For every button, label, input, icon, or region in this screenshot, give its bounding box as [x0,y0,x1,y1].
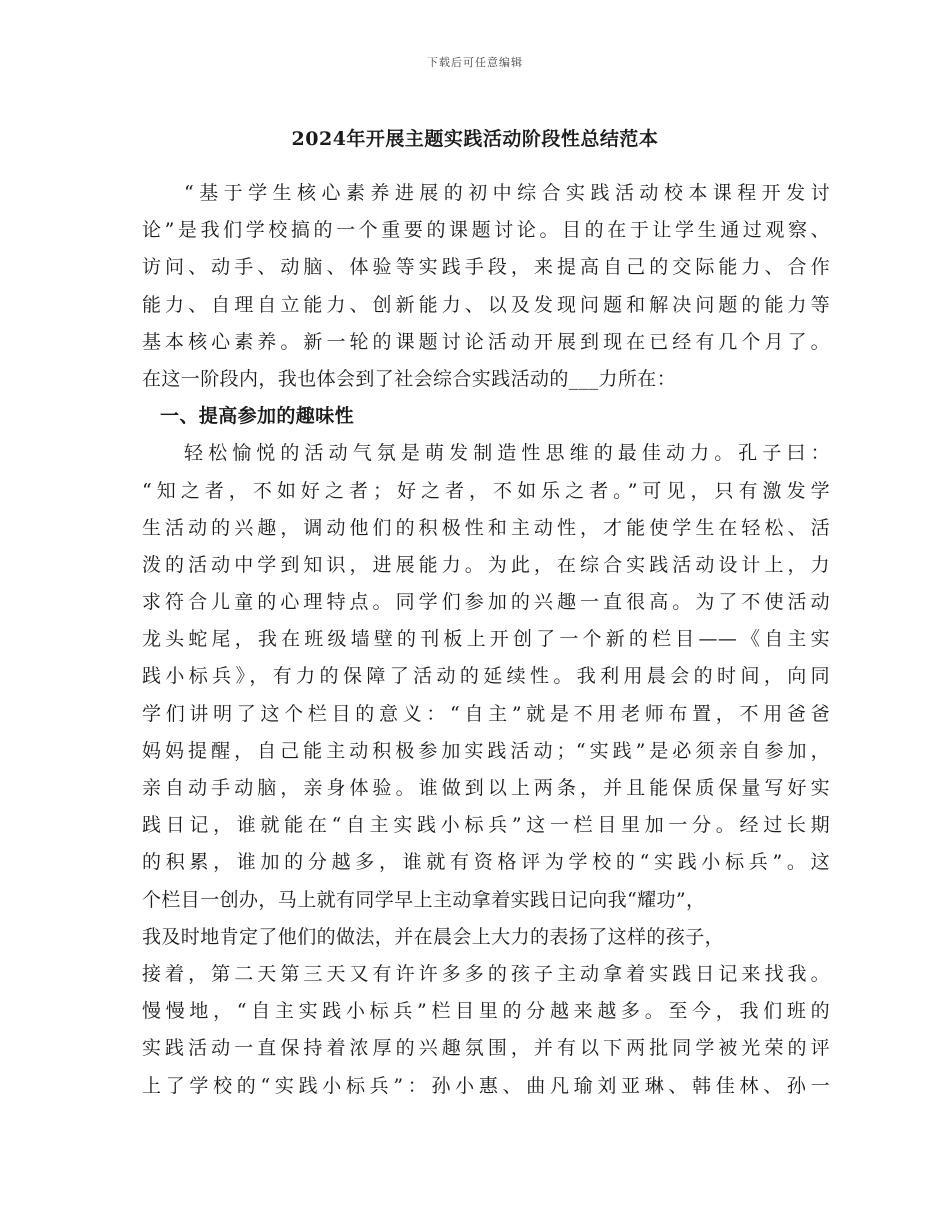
paragraph-line: “基于学生核心素养进展的初中综合实践活动校本课程开发讨 [184,182,830,204]
paragraph-line: 轻松愉悦的活动气氛是萌发制造性思维的最佳动力。孔子曰： [184,442,830,465]
paragraph-line: 实践活动一直保持着浓厚的兴趣氛围，并有以下两批同学被光荣的评 [142,1037,830,1060]
paragraph-line: 的积累，谁加的分越多，谁就有资格评为学校的“实践小标兵”。这 [142,851,830,874]
paragraph-line: 践日记，谁就能在“自主实践小标兵”这一栏目里加一分。经过长期 [142,814,830,837]
paragraph-line: 论”是我们学校搞的一个重要的课题讨论。目的在于让学生通过观察、 [142,219,830,242]
paragraph-line: 接着，第二天第三天又有许许多多的孩子主动拿着实践日记来找我。 [142,962,830,985]
paragraph-line: 个栏目一创办，马上就有同学早上主动拿着实践日记向我“耀功”， [142,888,706,911]
paragraph-line: 上了学校的“实践小标兵”：孙小惠、曲凡瑜刘亚琳、韩佳林、孙一 [142,1074,830,1097]
paragraph-line: 求符合儿童的心理特点。同学们参加的兴趣一直很高。为了不使活动 [142,591,830,614]
paragraph-line: 生活动的兴趣，调动他们的积极性和主动性，才能使学生在轻松、活 [142,516,830,539]
page-header-note: 下载后可任意编辑 [427,56,523,69]
paragraph-line: 妈妈提醒，自己能主动积极参加实践活动；“实践”是必须亲自参加， [142,739,830,762]
paragraph-line: 龙头蛇尾，我在班级墙壁的刊板上开创了一个新的栏目——《自主实 [142,628,830,651]
paragraph-line: 访问、动手、动脑、体验等实践手段，来提高自己的交际能力、合作 [142,256,830,279]
paragraph-line: 基本核心素养。新一轮的课题讨论活动开展到现在已经有几个月了。 [142,330,830,353]
paragraph-line: 慢慢地，“自主实践小标兵”栏目里的分越来越多。至今，我们班的 [142,1000,830,1023]
paragraph-line: 学们讲明了这个栏目的意义：“自主”就是不用老师布置，不用爸爸 [142,702,830,725]
paragraph-line: 亲自动手动脑，亲身体验。谁做到以上两条，并且能保质保量写好实 [142,777,830,799]
paragraph-line: 我及时地肯定了他们的做法，并在晨会上大力的表扬了这样的孩子， [142,925,725,948]
paragraph-line: 在这一阶段内，我也体会到了社会综合实践活动的___力所在： [142,367,677,390]
paragraph-line: 践小标兵》，有力的保障了活动的延续性。我利用晨会的时间，向同 [142,665,830,688]
paragraph-line: 泼的活动中学到知识，进展能力。为此，在综合实践活动设计上，力 [142,553,830,576]
paragraph-line: “知之者，不如好之者；好之者，不如乐之者。”可见，只有激发学 [142,479,830,502]
section-heading: 一、提高参加的趣味性 [160,405,355,428]
document-body [142,175,830,1105]
paragraph-line: 能力、自理自立能力、创新能力、以及发现问题和解决问题的能力等 [142,293,830,316]
document-title: 2024年开展主题实践活动阶段性总结范本 [291,128,659,150]
